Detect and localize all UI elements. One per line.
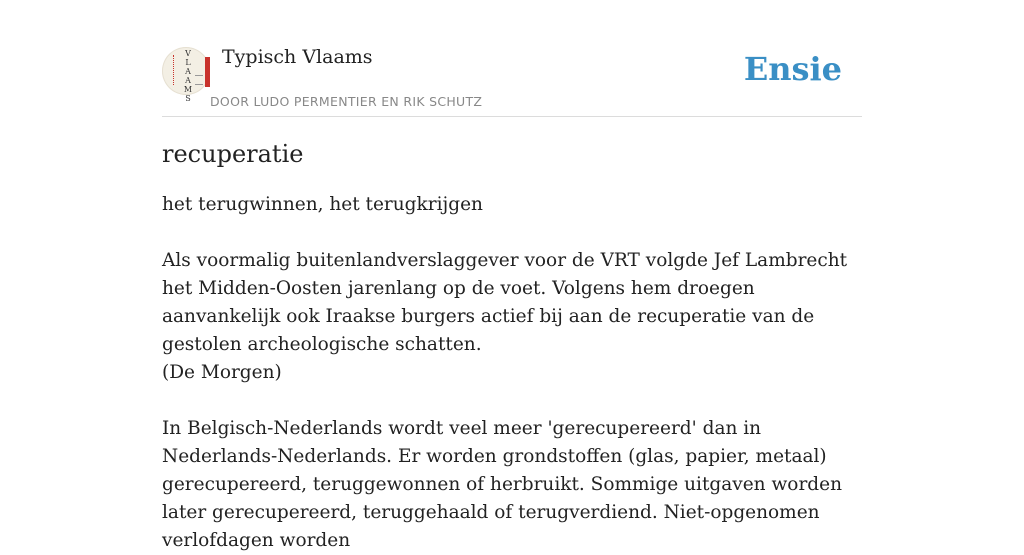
entry-example-quote: Als voormalig buitenlandverslaggever voor de VRT volgde Jef Lambrecht het Midden-Oosten jarenlang op de voet. Volgens hem droegen aanvankelijk ook Iraakse burgers actief bij aan de recuperatie van de gestolen archeologische schatten. xyxy=(162,250,848,355)
book-cover-image[interactable] xyxy=(162,47,210,103)
cover-lettering xyxy=(181,49,195,103)
paragraph-gap xyxy=(162,387,862,415)
cover-letter: L xyxy=(185,58,191,67)
cover-letter: V xyxy=(185,49,191,58)
ensie-logo-link[interactable]: Ensie xyxy=(743,50,842,88)
entry-example-source: (De Morgen) xyxy=(162,362,282,383)
cover-letter: A xyxy=(185,76,191,85)
cover-accent-bar xyxy=(205,57,210,87)
page-header xyxy=(162,44,862,117)
cover-letter: S xyxy=(185,94,191,103)
entry-definition: het terugwinnen, het terugkrijgen xyxy=(162,194,483,215)
entry-body xyxy=(162,191,862,555)
cover-letter: M xyxy=(183,85,193,94)
entry-content xyxy=(162,137,862,555)
cover-letter: A xyxy=(185,67,191,76)
cover-decoration-lines xyxy=(195,75,203,85)
entry-title: recuperatie xyxy=(162,140,304,168)
book-authors: DOOR LUDO PERMENTIER EN RIK SCHUTZ xyxy=(210,94,483,109)
book-title-link[interactable]: Typisch Vlaams xyxy=(222,46,373,68)
paragraph-gap xyxy=(162,219,862,247)
cover-decoration xyxy=(173,55,177,85)
entry-explanation: In Belgisch-Nederlands wordt veel meer 'gerecupereerd' dan in Nederlands-Nederlands. Er worden grondstoffen (glas, papier, metaal) gerecupereerd, teruggewonnen of herbruikt. Sommige uitgaven worden later gerecupereerd, teruggehaald of terugverdiend. Niet-opgenomen verlofdagen worden xyxy=(162,418,842,551)
